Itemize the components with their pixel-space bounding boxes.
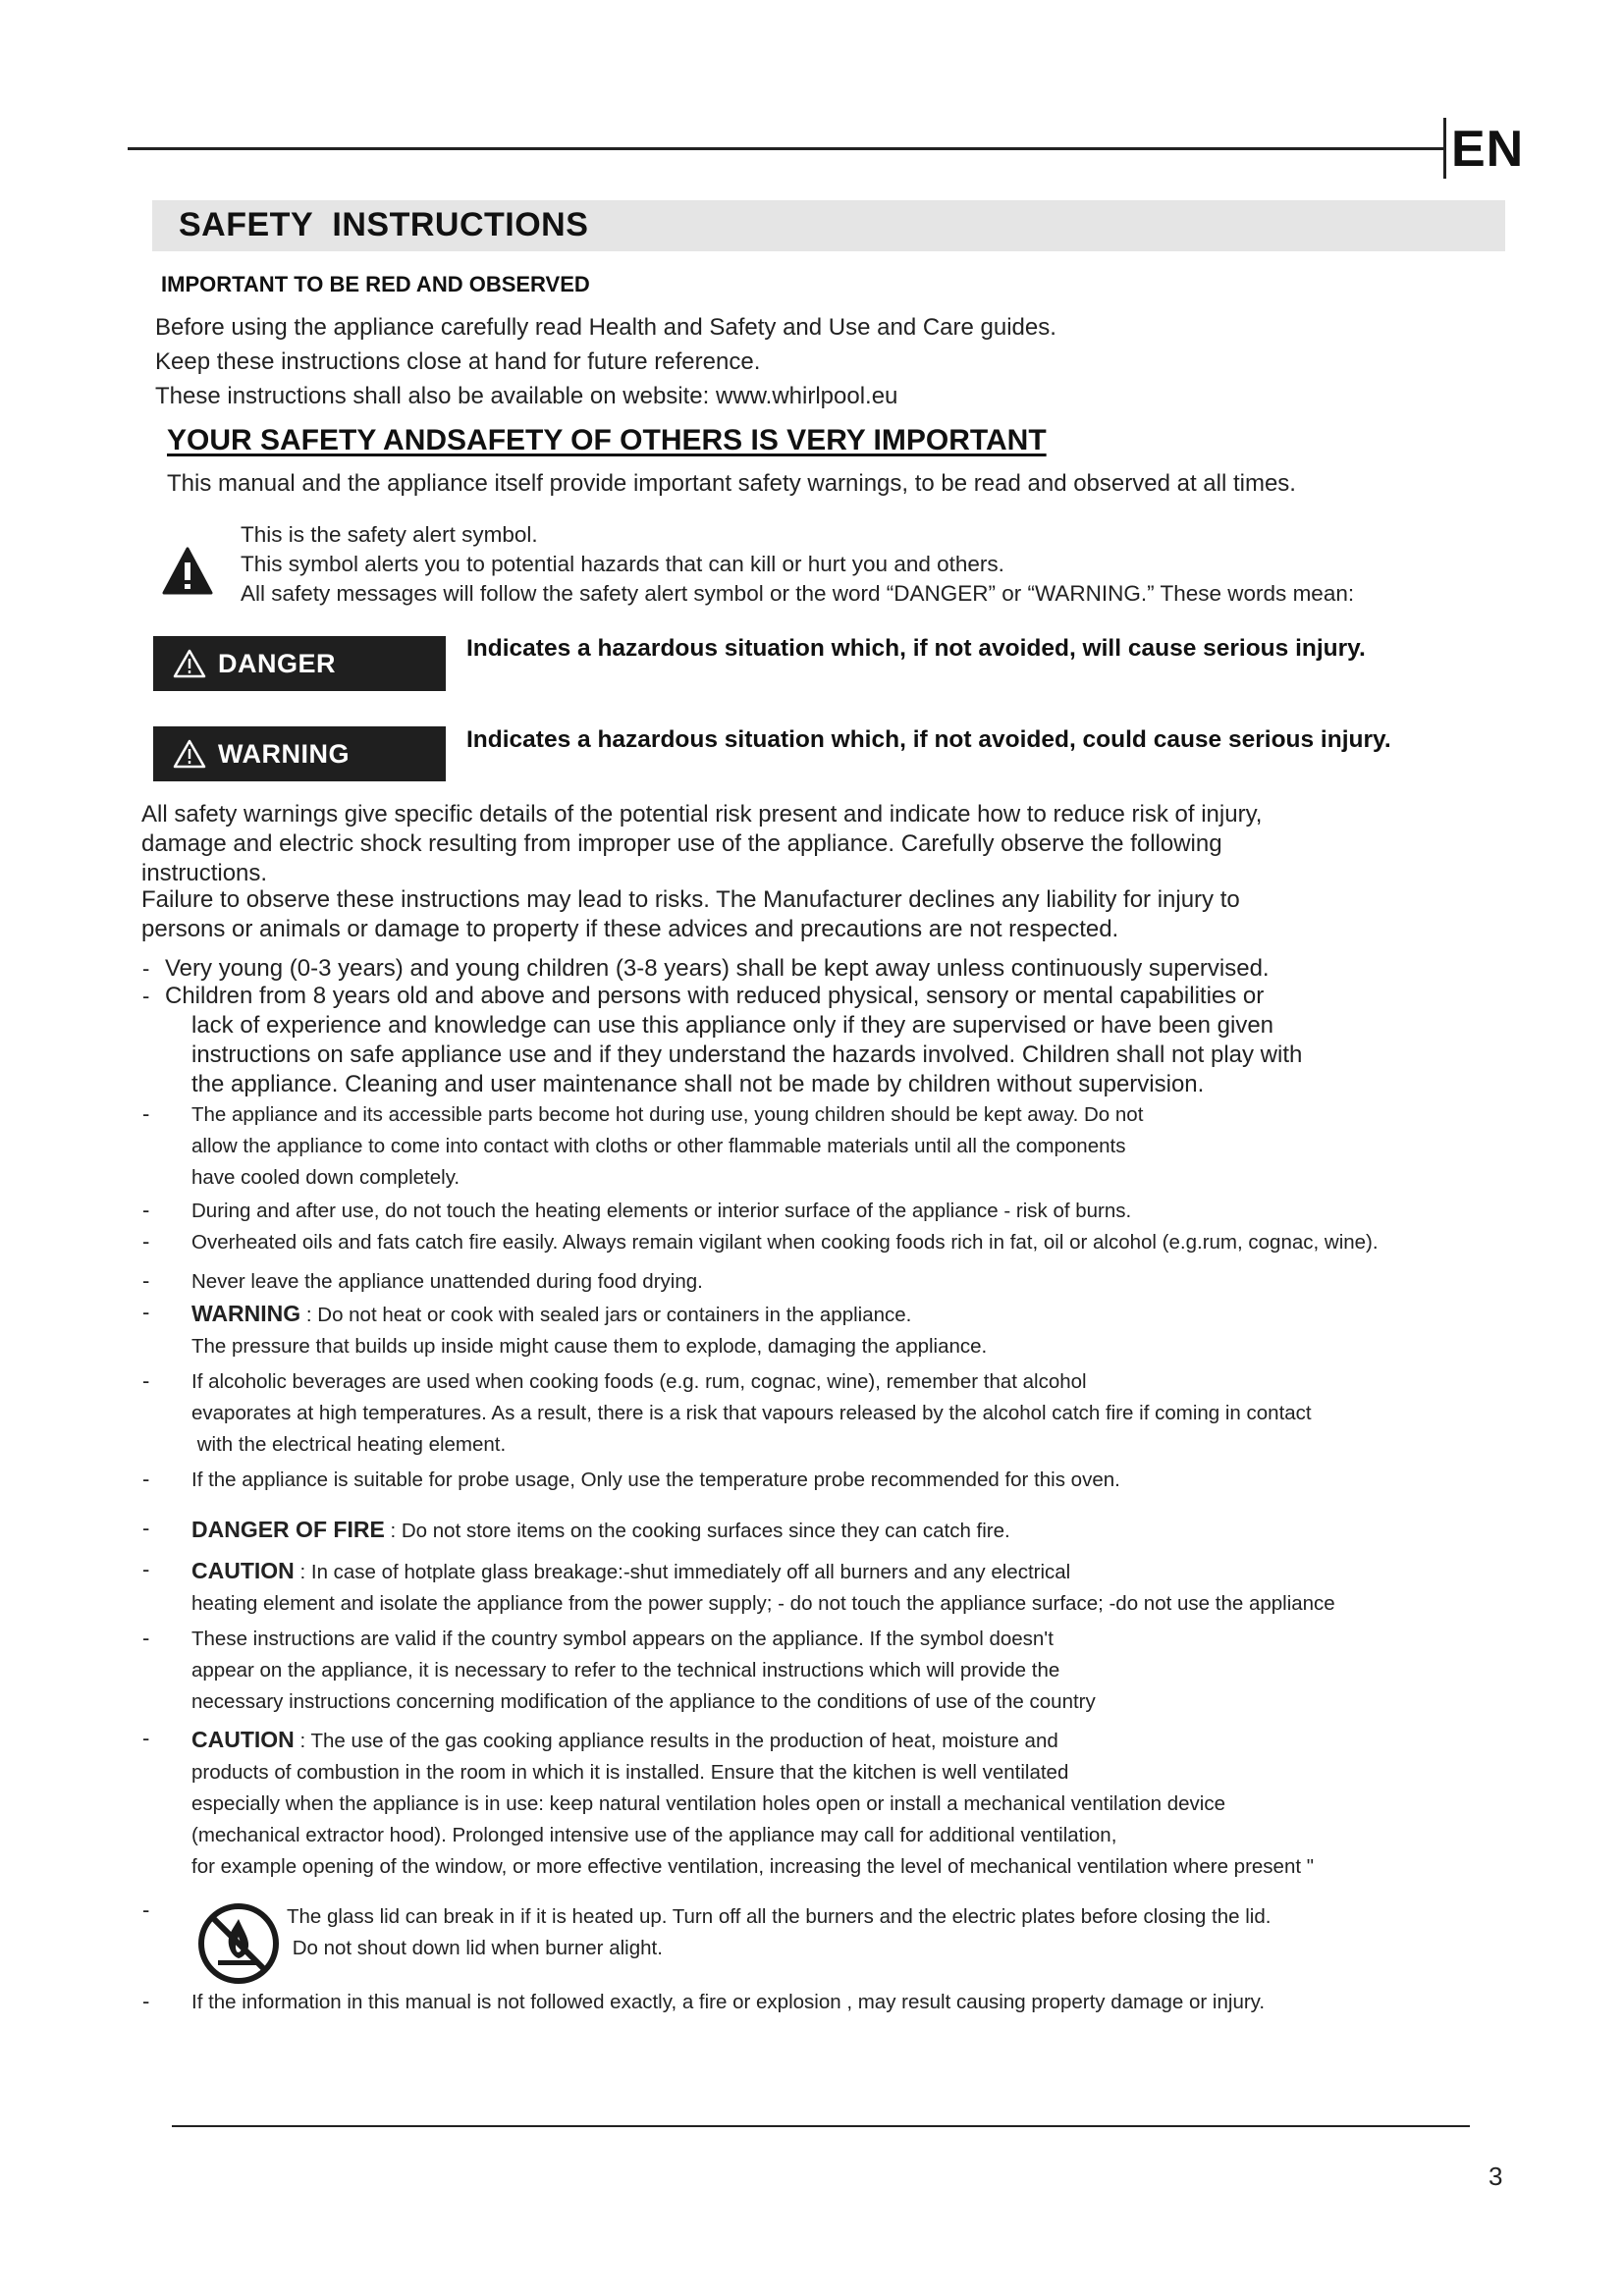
item-text [191, 1298, 987, 1362]
item-text [165, 954, 1270, 984]
item-text [191, 1987, 1265, 2018]
item-line [191, 1298, 987, 1331]
intro-line: Before using the appliance carefully read Health and Safety and Use and Care guides. [155, 314, 1056, 341]
item-lead-rest: : Do not store items on the cooking surfaces since they can catch fire. [384, 1520, 1010, 1542]
language-code: EN [1451, 121, 1525, 178]
item-line: If alcoholic beverages are used when cooking foods (e.g. rum, cognac, wine), remember that alcohol [191, 1370, 1087, 1393]
bullet-dash: - [142, 1198, 150, 1222]
bullet-dash: - [142, 1897, 150, 1922]
bullet-dash: - [142, 1268, 150, 1293]
section-title: SAFETY INSTRUCTIONS [179, 206, 589, 243]
item-line: heating element and isolate the appliance from the power supply; - do not touch the appliance surface; -do not use the appliance [191, 1592, 1335, 1615]
item-line: necessary instructions concerning modification of the appliance to the conditions of use of the country [191, 1690, 1096, 1713]
item-lead: CAUTION [191, 1727, 295, 1752]
item-lead: DANGER OF FIRE [191, 1517, 385, 1542]
item-text [191, 1624, 1096, 1718]
item-text [191, 1266, 703, 1298]
item-text [287, 1901, 1271, 1964]
header-rule [128, 147, 1443, 150]
item-line: for example opening of the window, or more effective ventilation, increasing the level of mechanical ventilation where present " [191, 1855, 1315, 1878]
safety-heading: YOUR SAFETY ANDSAFETY OF OTHERS IS VERY IMPORTANT [167, 424, 1047, 456]
item-line: the appliance. Cleaning and user maintenance shall not be made by children without supervision. [191, 1071, 1205, 1097]
item-text [165, 982, 1302, 1099]
footer-rule [172, 2125, 1470, 2127]
item-line: products of combustion in the room in which it is installed. Ensure that the kitchen is well ventilated [191, 1761, 1069, 1784]
bullet-dash: - [142, 956, 150, 981]
paragraph [141, 800, 1262, 888]
alert-symbol-text [241, 520, 1354, 609]
item-lead: CAUTION [191, 1558, 295, 1583]
paragraph-line: Failure to observe these instructions may lead to risks. The Manufacturer declines any liability for injury to [141, 886, 1240, 913]
danger-label: DANGER [218, 648, 337, 678]
item-text [191, 1366, 1312, 1461]
item-line: lack of experience and knowledge can use this appliance only if they are supervised or have been given [191, 1012, 1274, 1039]
bullet-dash: - [142, 984, 150, 1008]
warning-label: WARNING [218, 738, 350, 769]
paragraph-line: damage and electric shock resulting from improper use of the appliance. Carefully observe the following [141, 830, 1222, 857]
item-text [191, 1196, 1131, 1227]
item-line: The appliance and its accessible parts become hot during use, young children should be kept away. Do not [191, 1103, 1144, 1126]
paragraph-line: persons or animals or damage to property if these advices and precautions are not respected. [141, 916, 1119, 942]
item-line: have cooled down completely. [191, 1166, 460, 1189]
bullet-dash: - [142, 1101, 150, 1126]
item-text [191, 1099, 1143, 1194]
item-text [191, 1465, 1120, 1496]
intro-line: These instructions shall also be available on website: www.whirlpool.eu [155, 383, 898, 409]
item-line: These instructions are valid if the country symbol appears on the appliance. If the symbol doesn't [191, 1628, 1054, 1650]
item-lead-rest: : The use of the gas cooking appliance results in the production of heat, moisture and [294, 1730, 1058, 1752]
item-line: allow the appliance to come into contact with cloths or other flammable materials until all the components [191, 1135, 1126, 1157]
item-line [191, 1514, 1010, 1547]
bullet-dash: - [142, 1726, 150, 1750]
alert-line: This is the safety alert symbol. [241, 522, 538, 547]
danger-badge [153, 636, 446, 691]
item-lead-rest: : In case of hotplate glass breakage:-shut immediately off all burners and any electrical [294, 1561, 1071, 1583]
item-line: Children from 8 years old and above and persons with reduced physical, sensory or mental capabilities or [165, 983, 1265, 1009]
item-text [191, 1724, 1314, 1883]
item-line: Very young (0-3 years) and young children (3-8 years) shall be kept away unless continuously supervised. [165, 955, 1270, 982]
warning-triangle-icon [173, 739, 206, 769]
bullet-dash: - [142, 1989, 150, 2013]
bullet-dash: - [142, 1229, 150, 1254]
warning-badge [153, 726, 446, 781]
bullet-dash: - [142, 1300, 150, 1324]
bullet-dash: - [142, 1626, 150, 1650]
glass-lid-warning-icon [196, 1901, 281, 1986]
bullet-dash: - [142, 1557, 150, 1581]
item-line: appear on the appliance, it is necessary to refer to the technical instructions which will provide the [191, 1659, 1060, 1682]
intro-line: Keep these instructions close at hand for future reference. [155, 348, 761, 375]
item-line: If the information in this manual is not followed exactly, a fire or explosion , may result causing property damage or injury. [191, 1991, 1266, 2013]
item-line: instructions on safe appliance use and if they understand the hazards involved. Children shall not play with [191, 1041, 1303, 1068]
bullet-dash: - [142, 1516, 150, 1540]
bullet-dash: - [142, 1368, 150, 1393]
item-line [191, 1724, 1314, 1757]
warning-triangle-icon [173, 649, 206, 678]
paragraph [141, 885, 1240, 944]
item-line [191, 1555, 1335, 1588]
item-line: The pressure that builds up inside might cause them to explode, damaging the appliance. [191, 1335, 988, 1358]
item-line: (mechanical extractor hood). Prolonged intensive use of the appliance may call for additional ventilation, [191, 1824, 1117, 1846]
item-text [191, 1227, 1379, 1258]
paragraph-line: instructions. [141, 860, 268, 886]
warning-description: Indicates a hazardous situation which, if not avoided, could cause serious injury. [466, 726, 1391, 753]
alert-line: All safety messages will follow the safety alert symbol or the word “DANGER” or “WARNING.” These words mean: [241, 581, 1355, 606]
warning-triangle-icon [162, 546, 213, 597]
alert-line: This symbol alerts you to potential hazards that can kill or hurt you and others. [241, 552, 1004, 576]
item-text [191, 1555, 1335, 1620]
header-divider [1443, 118, 1446, 179]
item-line: If the appliance is suitable for probe usage, Only use the temperature probe recommended for this oven. [191, 1468, 1120, 1491]
danger-description: Indicates a hazardous situation which, if not avoided, will cause serious injury. [466, 635, 1366, 662]
item-line: evaporates at high temperatures. As a result, there is a risk that vapours released by the alcohol catch fire if coming in contact [191, 1402, 1312, 1424]
section-subtitle: IMPORTANT TO BE RED AND OBSERVED [161, 272, 590, 296]
item-text [191, 1514, 1010, 1547]
item-line: Do not shout down lid when burner alight. [287, 1937, 663, 1959]
item-line: Never leave the appliance unattended during food drying. [191, 1270, 703, 1293]
bullet-dash: - [142, 1467, 150, 1491]
paragraph-line: All safety warnings give specific details of the potential risk present and indicate how to reduce risk of injury, [141, 801, 1263, 828]
item-lead-rest: : Do not heat or cook with sealed jars or containers in the appliance. [300, 1304, 912, 1326]
intro-text [155, 310, 1056, 413]
page-number: 3 [1489, 2162, 1503, 2191]
manual-note: This manual and the appliance itself provide important safety warnings, to be read and observed at all times. [167, 470, 1296, 497]
item-line: with the electrical heating element. [191, 1433, 507, 1456]
item-lead: WARNING [191, 1301, 301, 1326]
item-line: especially when the appliance is in use: keep natural ventilation holes open or install a mechanical ventilation device [191, 1792, 1225, 1815]
item-line: Overheated oils and fats catch fire easily. Always remain vigilant when cooking foods rich in fat, oil or alcohol (e.g.rum, cognac, wine). [191, 1231, 1379, 1254]
item-line: The glass lid can break in if it is heated up. Turn off all the burners and the electric plates before closing the lid. [287, 1905, 1272, 1928]
item-line: During and after use, do not touch the heating elements or interior surface of the appliance - risk of burns. [191, 1200, 1132, 1222]
